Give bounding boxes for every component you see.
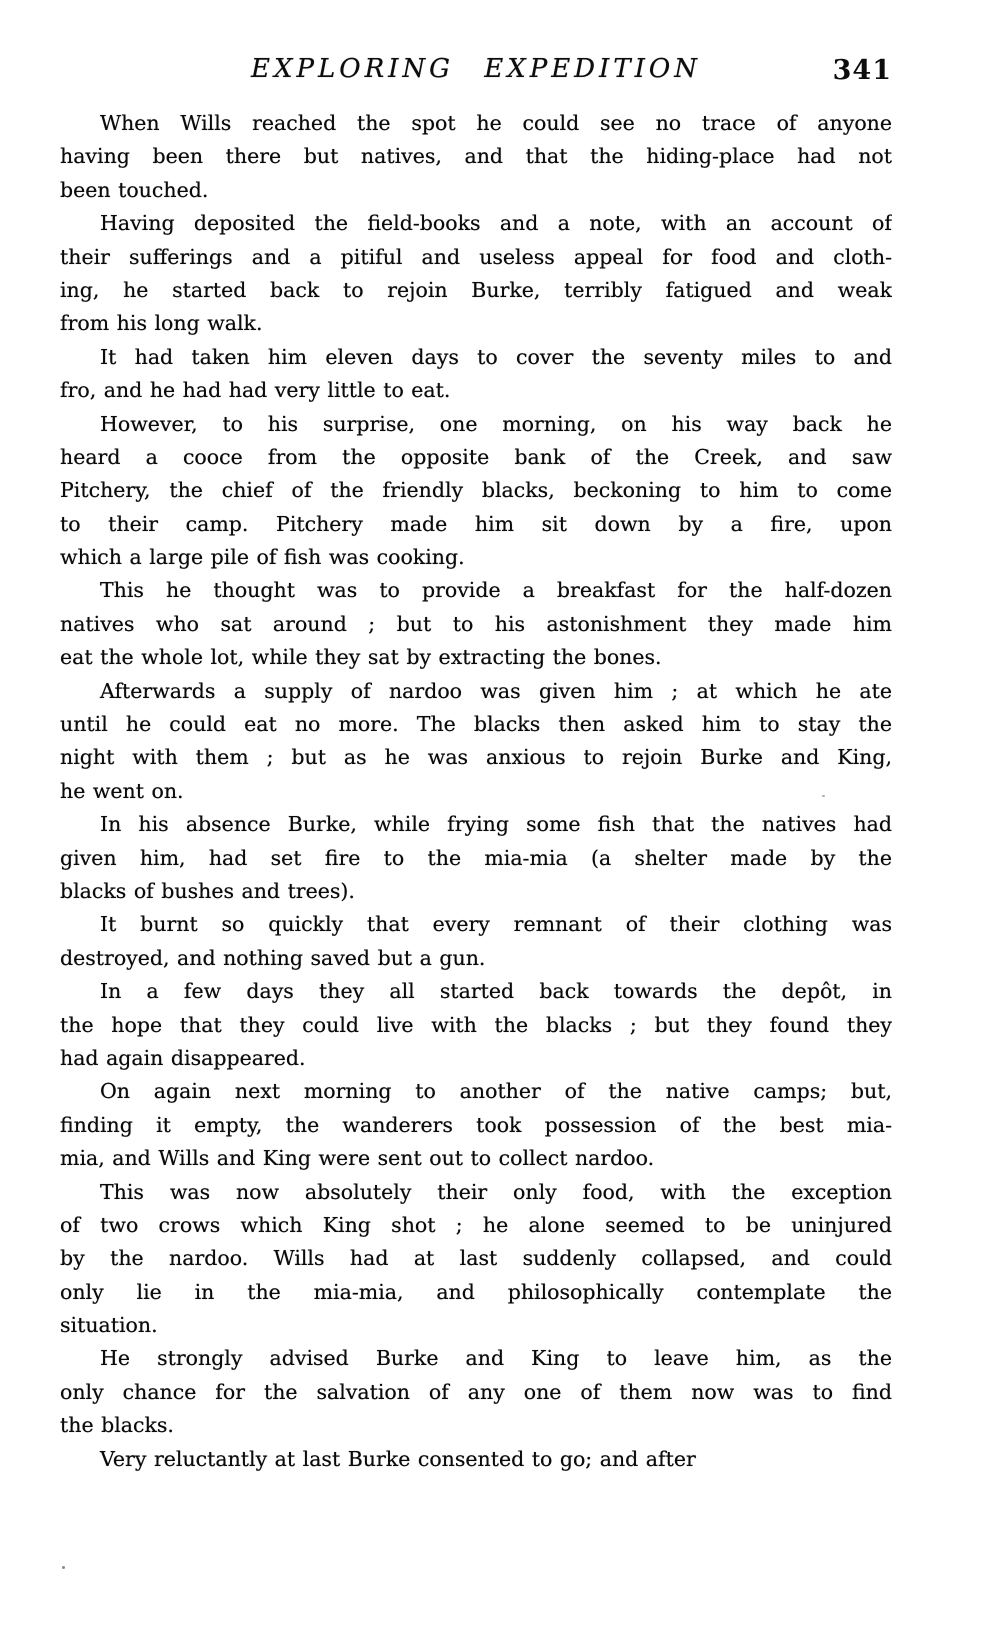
text-line: night with them ; but as he was anxious to rejoin Burke and King, xyxy=(60,745,892,770)
text-line: ing, he started back to rejoin Burke, terribly fatigued and weak xyxy=(60,277,892,302)
text-line: However, to his surprise, one morning, on his way back he xyxy=(100,411,892,436)
text-line: fro, and he had had very little to eat. xyxy=(60,378,451,403)
text-line: This he thought was to provide a breakfast for the half-dozen xyxy=(100,578,892,603)
text-line: heard a cooce from the opposite bank of the Creek, and saw xyxy=(60,444,892,469)
text-line: the blacks. xyxy=(60,1413,174,1438)
text-line: This was now absolutely their only food, with the exception xyxy=(100,1179,892,1204)
paragraph xyxy=(60,107,892,207)
text-line: given him, had set fire to the mia-mia (a shelter made by the xyxy=(60,845,892,870)
text-line: situation. xyxy=(60,1313,158,1338)
paragraph xyxy=(60,408,892,575)
text-line: On again next morning to another of the native camps; but, xyxy=(100,1079,892,1104)
text-line: eat the whole lot, while they sat by extracting the bones. xyxy=(60,645,662,670)
paragraph xyxy=(60,207,892,341)
text-line: only lie in the mia-mia, and philosophically contemplate the xyxy=(60,1279,892,1304)
text-line: only chance for the salvation of any one of them now was to find xyxy=(60,1379,892,1404)
scan-artifact-dot xyxy=(822,795,825,797)
text-line: Having deposited the field-books and a note, with an account of xyxy=(100,211,892,236)
text-line: having been there but natives, and that the hiding-place had not xyxy=(60,144,892,169)
paragraph xyxy=(60,675,892,809)
text-line: natives who sat around ; but to his astonishment they made him xyxy=(60,611,892,636)
paragraph xyxy=(60,1443,892,1476)
text-line: been touched. xyxy=(60,177,209,202)
text-line: finding it empty, the wanderers took possession of the best mia- xyxy=(60,1112,892,1137)
text-line: by the nardoo. Wills had at last suddenly collapsed, and could xyxy=(60,1246,892,1271)
text-line: When Wills reached the spot he could see no trace of anyone xyxy=(100,111,892,135)
paragraph xyxy=(60,975,892,1075)
text-line: destroyed, and nothing saved but a gun. xyxy=(60,945,486,970)
text-line: Afterwards a supply of nardoo was given him ; at which he ate xyxy=(100,678,892,703)
text-line: to their camp. Pitchery made him sit down by a fire, upon xyxy=(60,511,892,536)
text-line: from his long walk. xyxy=(60,311,263,336)
page-body xyxy=(60,107,892,1476)
text-line: It burnt so quickly that every remnant of their clothing was xyxy=(100,912,892,937)
text-line: In a few days they all started back towards the depôt, in xyxy=(100,979,892,1004)
paragraph xyxy=(60,908,892,975)
text-line: had again disappeared. xyxy=(60,1045,306,1070)
running-title: EXPLORING EXPEDITION xyxy=(251,54,701,84)
page-number: 341 xyxy=(832,55,892,86)
text-line: until he could eat no more. The blacks then asked him to stay the xyxy=(60,712,892,737)
text-line: Pitchery, the chief of the friendly blacks, beckoning to him to come xyxy=(60,478,892,503)
scan-artifact-dot xyxy=(62,1566,65,1569)
text-line: He strongly advised Burke and King to leave him, as the xyxy=(100,1346,892,1371)
paragraph xyxy=(60,808,892,908)
text-line: mia, and Wills and King were sent out to collect nardoo. xyxy=(60,1146,655,1171)
text-line: Very reluctantly at last Burke consented to go; and after xyxy=(100,1446,696,1471)
text-line: which a large pile of fish was cooking. xyxy=(60,545,465,570)
paragraph xyxy=(60,1176,892,1343)
text-line: of two crows which King shot ; he alone seemed to be uninjured xyxy=(60,1212,892,1237)
text-line: In his absence Burke, while frying some fish that the natives had xyxy=(100,812,892,837)
text-line: he went on. xyxy=(60,778,184,803)
text-line: It had taken him eleven days to cover the seventy miles to and xyxy=(100,344,892,369)
paragraph xyxy=(60,1342,892,1442)
text-line: the hope that they could live with the blacks ; but they found they xyxy=(60,1012,892,1037)
text-line: their sufferings and a pitiful and useless appeal for food and cloth- xyxy=(60,244,892,269)
text-line: blacks of bushes and trees). xyxy=(60,878,355,903)
paragraph xyxy=(60,574,892,674)
paragraph xyxy=(60,341,892,408)
page-header xyxy=(60,54,892,92)
paragraph xyxy=(60,1075,892,1175)
